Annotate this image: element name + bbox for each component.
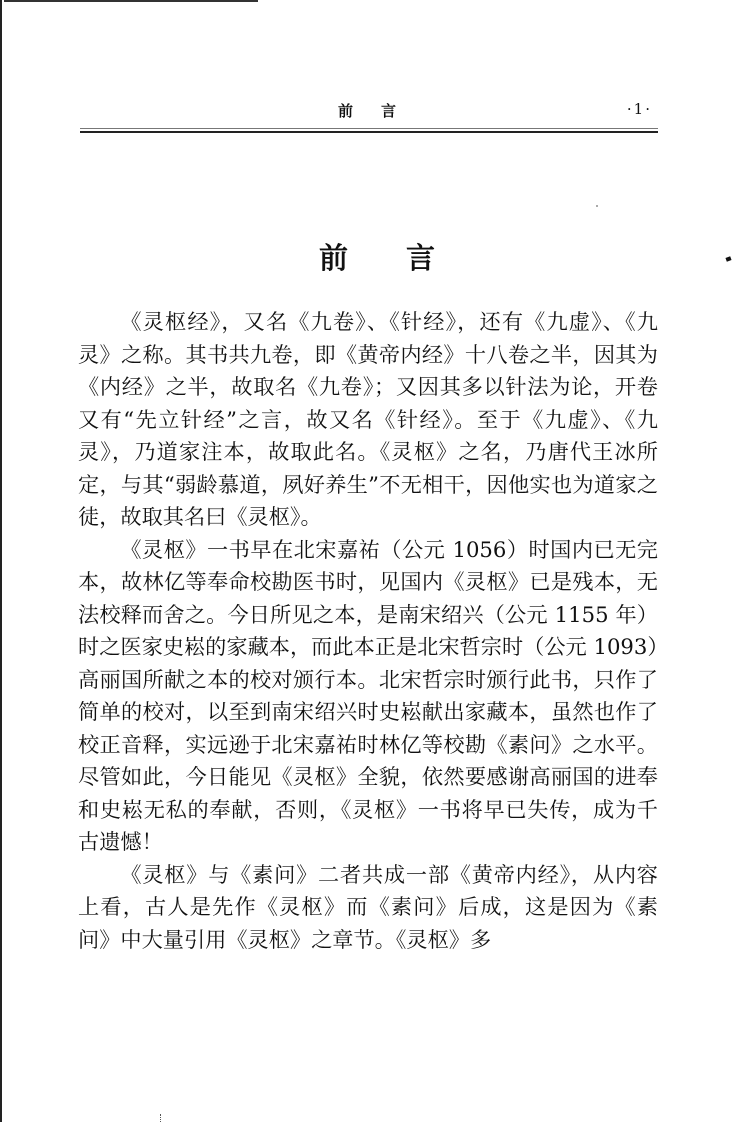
paragraph: 《灵枢经》，又名《九卷》、《针经》，还有《九虚》、《九灵》之称。其书共九卷，即《黄帝内经》十八卷之半，因其为《内经》之半，故取名《九卷》；又因其多以针法为论，开卷又有“先立针经”之言，故又名《针经》。至于《九虚》、《九灵》，乃道家注本，故取此名。《灵枢》之名，乃唐代王冰所定，与其“弱龄慕道，夙好养生”不无相干，因他实也为道家之徒，故取其名曰《灵枢》。 [78, 309, 658, 529]
page-number: ·1· [626, 100, 652, 118]
paragraph: 《灵枢》一书早在北宋嘉祐（公元 1056）时国内已无完本，故林亿等奉命校勘医书时，见国内《灵枢》已是残本，无法校释而舍之。今日所见之本，是南宋绍兴（公元 1155 年）时之医家史崧的家藏本，而此本正是北宋哲宗时（公元 1093）高丽国所献之本的校对颁行本。北宋哲宗时颁行此书，只作了简单的校对，以至到南宋绍兴时史崧献出家藏本，虽然也作了校正音释，实远逊于北宋嘉祐时林亿等校勘《素问》之水平。尽管如此，今日能见《灵枢》全貌，依然要感谢高丽国的进奉和史崧无私的奉献，否则，《灵枢》一书将早已失传，成为千古遗憾！ [78, 536, 658, 854]
body-text [78, 306, 658, 956]
running-head-title: 前言 [338, 102, 425, 120]
page-title: 前言 [318, 241, 493, 275]
header-rule-thick [80, 131, 658, 133]
scan-artifact-bottom [160, 1114, 162, 1122]
scan-artifact-top [4, 0, 258, 2]
running-head [80, 100, 658, 124]
paragraph: 《灵枢》与《素问》二者共成一部《黄帝内经》，从内容上看，古人是先作《灵枢》而《素问》后成，这是因为《素问》中大量引用《灵枢》之章节。《灵枢》多 [78, 861, 658, 952]
scan-speck [596, 205, 598, 207]
header-rule-thin [80, 128, 658, 129]
page-left-edge [0, 0, 2, 1122]
